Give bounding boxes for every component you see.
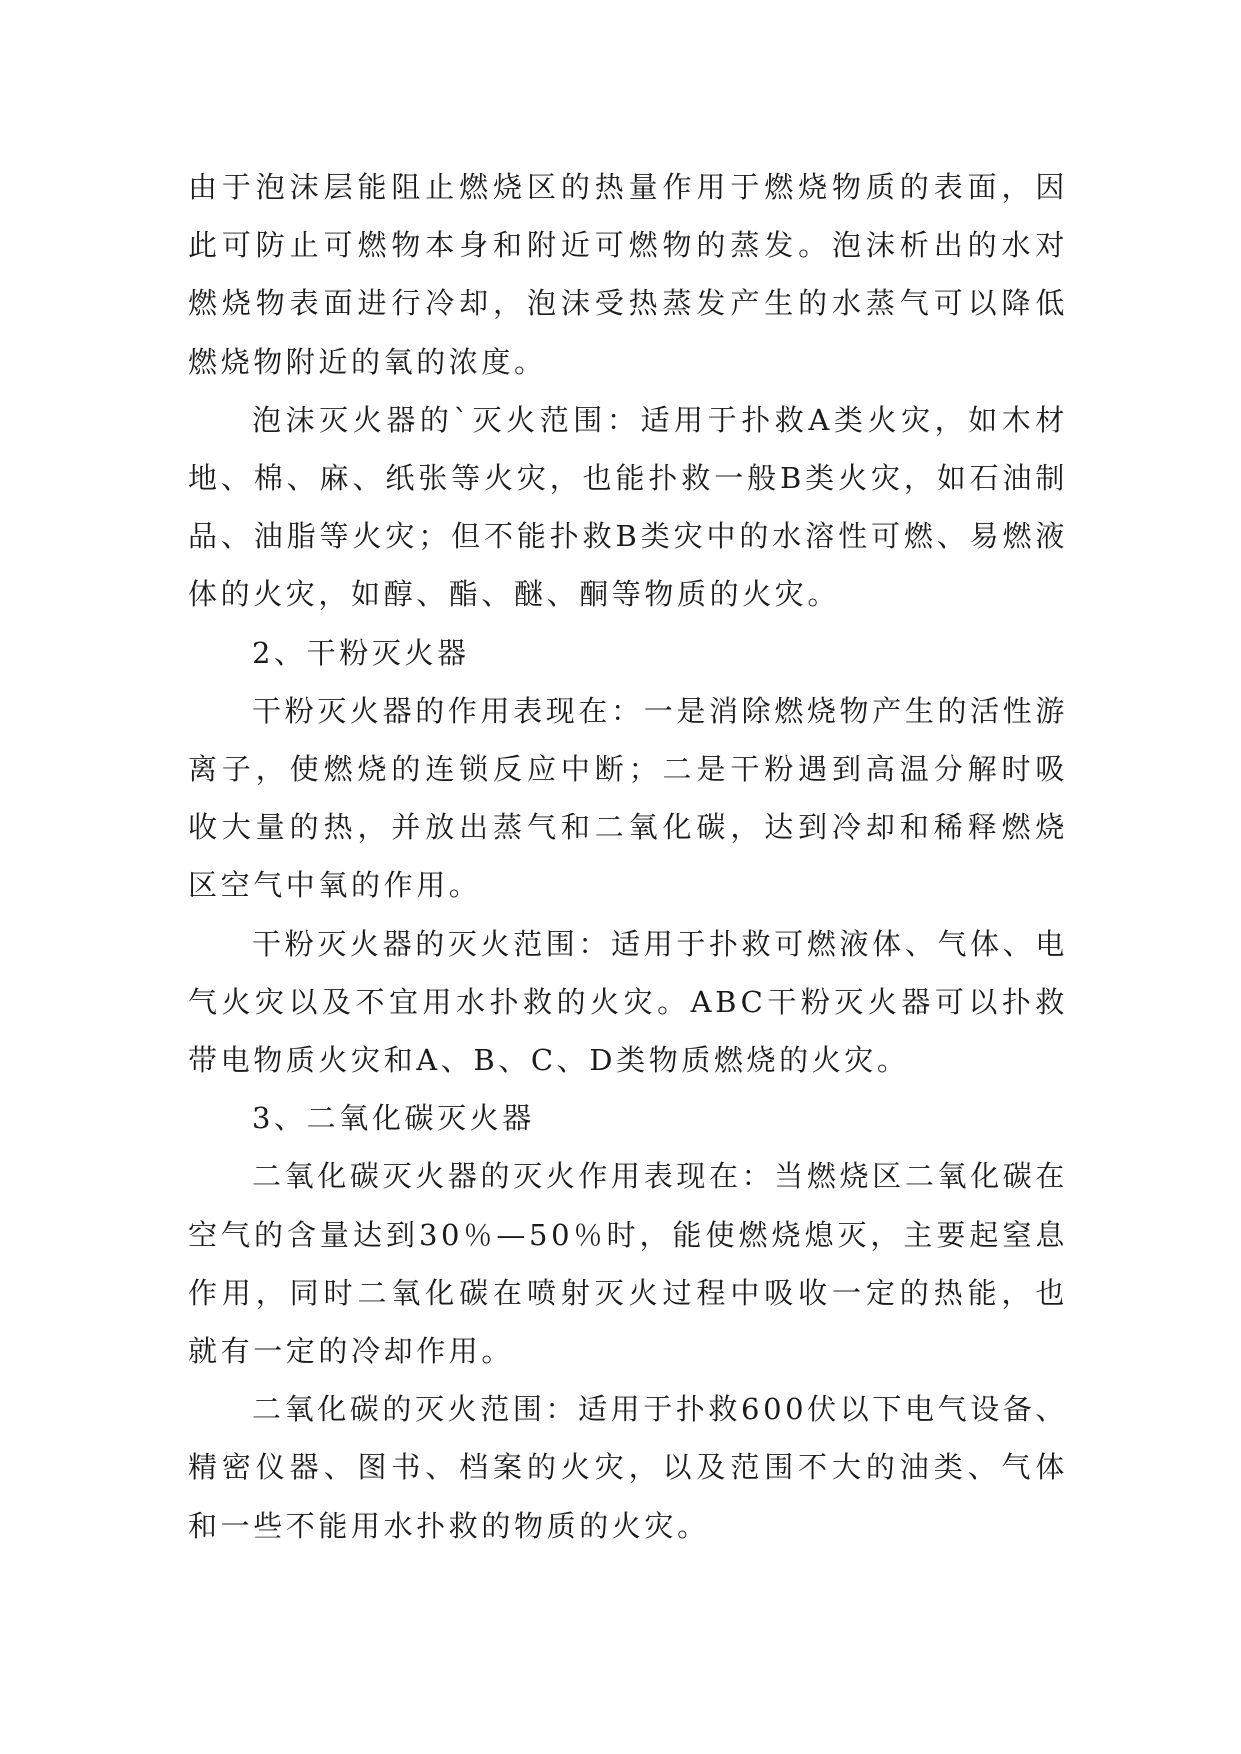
paragraph-dry-powder-scope: 干粉灭火器的灭火范围：适用于扑救可燃液体、气体、电气火灾以及不宜用水扑救的火灾。ABC干粉灭火器可以扑救带电物质火灾和A、B、C、D类物质燃烧的火灾。 [188,926,1068,1078]
paragraph-foam-scope: 泡沫灭火器的`灭火范围：适用于扑救A类火灾，如木材地、棉、麻、纸张等火灾，也能扑救一般B类火灾，如石油制品、油脂等火灾；但不能扑救B类灾中的水溶性可燃、易燃液体的火灾，如醇、酯、醚、酮等物质的火灾。 [188,402,1068,612]
document-body [188,158,1068,1555]
paragraph-co2-mechanism: 二氧化碳灭火器的灭火作用表现在：当燃烧区二氧化碳在空气的含量达到30％—50％时，能使燃烧熄灭，主要起窒息作用，同时二氧化碳在喷射灭火过程中吸收一定的热能，也就有一定的冷却作用。 [188,1159,1068,1369]
paragraph-dry-powder-mechanism: 干粉灭火器的作用表现在：一是消除燃烧物产生的活性游离子，使燃烧的连锁反应中断；二是干粉遇到高温分解时吸收大量的热，并放出蒸气和二氧化碳，达到冷却和稀释燃烧区空气中氧的作用。 [188,693,1068,903]
paragraph-co2-scope: 二氧化碳的灭火范围：适用于扑救600伏以下电气设备、精密仪器、图书、档案的火灾，以及范围不大的油类、气体和一些不能用水扑救的物质的火灾。 [188,1392,1068,1543]
paragraph-foam-mechanism: 由于泡沫层能阻止燃烧区的热量作用于燃烧物质的表面，因此可防止可燃物本身和附近可燃物的蒸发。泡沫析出的水对燃烧物表面进行冷却，泡沫受热蒸发产生的水蒸气可以降低燃烧物附近的氧的浓度。 [188,170,1068,379]
section-heading-co2: 3、二氧化碳灭火器 [252,1101,535,1136]
section-heading-dry-powder: 2、干粉灭火器 [252,635,470,670]
